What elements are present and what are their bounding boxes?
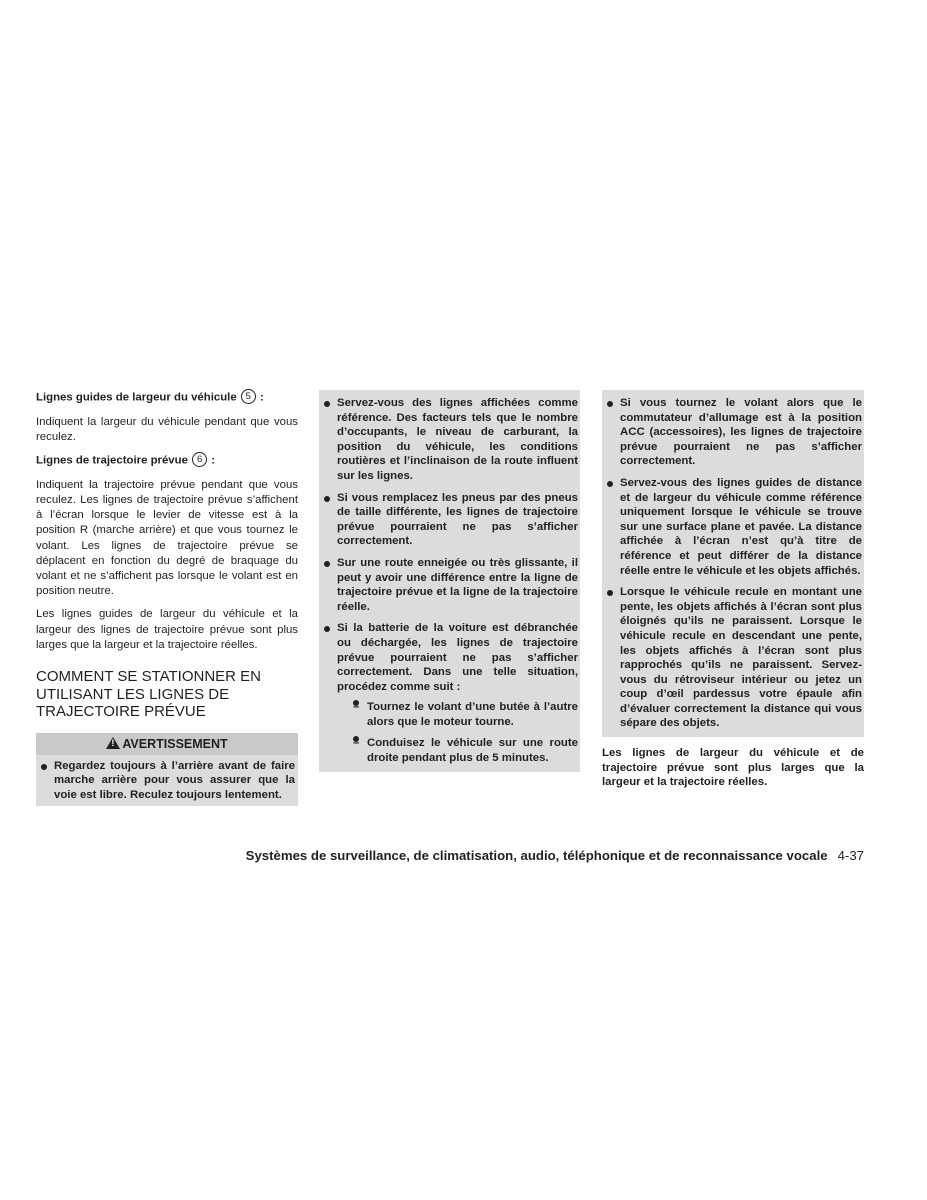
- bullet-item: Lorsque le véhicule recule en montant une pente, les objets affichés à l’écran sont plus éloignés qu’ils ne paraissent. Lorsque le véhicule recule en descendant une pente, les objets affichés à l’écran sont plus rapprochés qu’ils ne paraissent. Servez-vous du rétroviseur intérieur ou jetez un coup d’œil pardessus votre épaule afin d’évaluer correctement la distance qui vous sépare des objets.: [604, 585, 862, 731]
- warning-title: AVERTISSEMENT: [122, 736, 228, 751]
- callout-number: 5: [241, 389, 256, 404]
- width-guide-paragraph: Indiquent la largeur du véhicule pendant que vous reculez.: [36, 415, 298, 443]
- footer-section-title: Systèmes de surveillance, de climatisation, audio, téléphonique et de reconnaissance vocale: [245, 848, 828, 863]
- dash-item: – Tournez le volant d’une butée à l’autre alors que le moteur tourne.: [337, 700, 578, 729]
- bullet-item: Servez-vous des lignes guides de distance et de largeur du véhicule comme référence uniquement lorsque le véhicule se trouve sur une surface plane et pavée. La distance affichée à l’écran n’est qu’à titre de référence et peut différer de la distance réelle entre le véhicule et les objets affichés.: [604, 476, 862, 578]
- middle-column: [319, 390, 580, 772]
- warning-header: [36, 733, 298, 755]
- bullet-item: Si vous tournez le volant alors que le commutateur d’allumage est à la position ACC (accessoires), les lignes de trajectoire prévue pourraient ne pas s’afficher correctement.: [604, 396, 862, 469]
- trajectory-paragraph: Indiquent la trajectoire prévue pendant que vous reculez. Les lignes de trajectoire prévue s’affichent à l’écran lorsque le levier de vitesse est à la position R (marche arrière) et que vous tournez le volant. Les lignes de trajectoire prévue se déplacent en fonction du degré de braquage du volant et ne s’affichent pas lorsque le volant est en position neutre.: [36, 478, 298, 598]
- left-column: [36, 390, 298, 806]
- heading-suffix: :: [256, 391, 264, 404]
- heading-text: Lignes de trajectoire prévue: [36, 454, 188, 467]
- warning-item: Regardez toujours à l’arrière avant de faire marche arrière pour vous assurer que la voie est libre. Reculez toujours lentement.: [38, 759, 295, 803]
- trajectory-heading: [36, 453, 298, 469]
- callout-number: 6: [192, 452, 207, 467]
- width-guide-heading: [36, 390, 298, 406]
- dash-list: [337, 700, 578, 765]
- bullet-item: [321, 621, 578, 765]
- bullet-item: Sur une route enneigée ou très glissante, il peut y avoir une différence entre la ligne de trajectoire prévue et la ligne de la trajectoire réelle.: [321, 556, 578, 614]
- bullet-item: Servez-vous des lignes affichées comme référence. Des facteurs tels que le nombre d’occupants, le niveau de carburant, la position du véhicule, les conditions routières et l’inclinaison de la route influent sur les lignes.: [321, 396, 578, 484]
- warning-box: [36, 733, 298, 807]
- heading-text: Lignes guides de largeur du véhicule: [36, 391, 237, 404]
- bullet-text: Si la batterie de la voiture est débranchée ou déchargée, les lignes de trajectoire prévue pourraient ne pas s’afficher correctement. Dans une telle situation, procédez comme suit :: [337, 622, 578, 693]
- warning-body: [36, 755, 298, 807]
- caution-box: [602, 390, 864, 737]
- warning-triangle-icon: !: [106, 737, 120, 749]
- heading-suffix: :: [208, 454, 216, 467]
- bullet-item: Si vous remplacez les pneus par des pneus de taille différente, les lignes de trajectoire prévue pourraient ne pas s’afficher correctement.: [321, 491, 578, 549]
- dash-item: – Conduisez le véhicule sur une route droite pendant plus de 5 minutes.: [337, 736, 578, 765]
- caution-box: [319, 390, 580, 772]
- page-number: 4-37: [837, 848, 864, 863]
- section-title: COMMENT SE STATIONNER EN UTILISANT LES LIGNES DE TRAJECTOIRE PRÉVUE: [36, 668, 262, 721]
- closing-note: Les lignes de largeur du véhicule et de trajectoire prévue sont plus larges que la largeur et la trajectoire réelles.: [602, 747, 864, 789]
- width-note-paragraph: Les lignes guides de largeur du véhicule et la largeur des lignes de trajectoire prévue sont plus larges que la largeur et la trajectoire réelles.: [36, 608, 298, 651]
- page-footer: [246, 848, 864, 863]
- right-column: [602, 390, 864, 790]
